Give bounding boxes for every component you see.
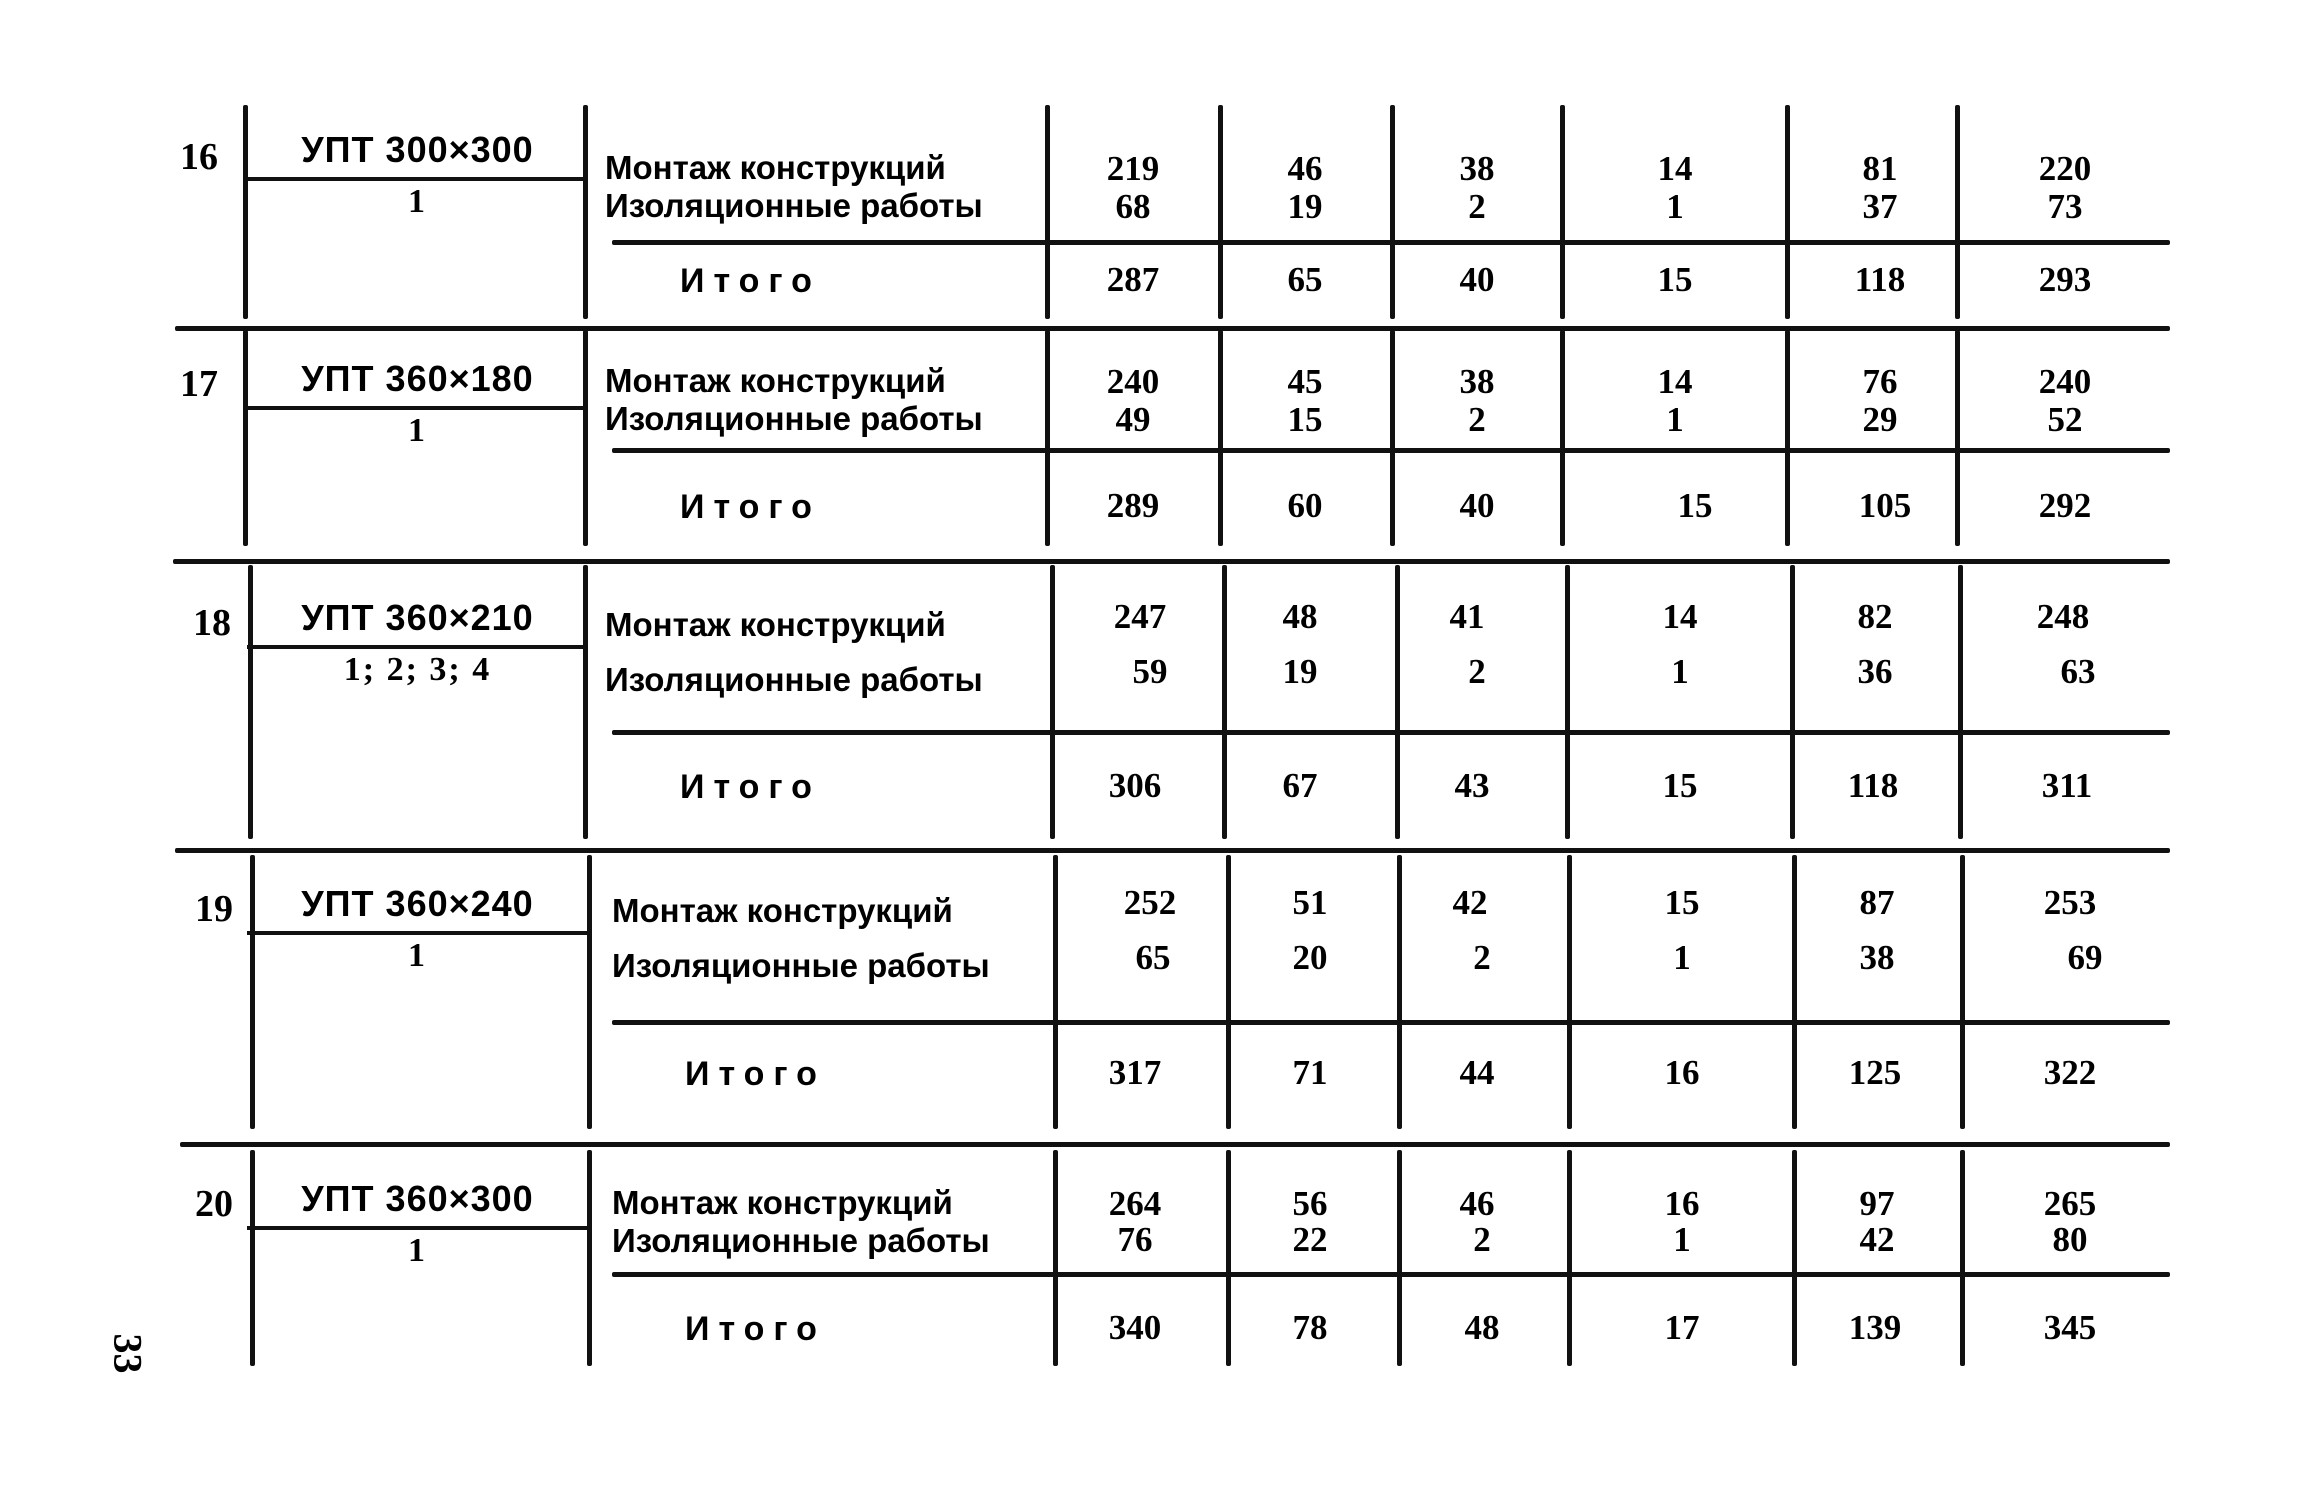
mount-cell: 81 (1862, 149, 1898, 188)
structure-variant: 1 (408, 1232, 427, 1269)
work-mount-label: Монтаж конструкций (605, 362, 946, 399)
row-number: 19 (195, 888, 233, 930)
insul-cell: 2 (1473, 1220, 1491, 1259)
work-insul-label: Изоляционные работы (605, 187, 983, 224)
work-types (612, 1184, 1052, 1260)
structure-name: УПТ 360×180 (301, 358, 534, 399)
total-cell: 15 (1662, 766, 1698, 805)
mount-cell: 240 (1106, 362, 1160, 401)
mount-cell: 87 (1859, 883, 1895, 922)
structure-name: УПТ 360×300 (301, 1178, 534, 1219)
work-types (605, 149, 1045, 225)
mount-cell: 15 (1664, 883, 1700, 922)
structure-variant: 1 (408, 412, 427, 449)
mount-cell: 265 (2043, 1184, 2097, 1223)
fraction-line (247, 931, 587, 935)
insul-cell: 22 (1292, 1220, 1328, 1259)
total-cell: 43 (1454, 766, 1490, 805)
work-mount-label: Монтаж конструкций (612, 892, 953, 929)
total-cell: 292 (2038, 486, 2092, 525)
mount-cell: 97 (1859, 1184, 1895, 1223)
insul-cell: 68 (1115, 187, 1151, 226)
mount-cell: 219 (1106, 149, 1160, 188)
total-cell: 67 (1282, 766, 1318, 805)
structure-code (255, 1178, 580, 1270)
insul-cell: 2 (1473, 938, 1491, 977)
mount-cell: 46 (1459, 1184, 1495, 1223)
insul-cell: 1 (1673, 1220, 1691, 1259)
insul-cell: 80 (2052, 1220, 2088, 1259)
insul-cell: 1 (1666, 400, 1684, 439)
work-mount-label: Монтаж конструкций (605, 606, 946, 643)
total-cell: 17 (1664, 1308, 1700, 1347)
insul-cell: 63 (2060, 652, 2096, 691)
column-divider (243, 105, 248, 319)
row-number: 18 (193, 602, 231, 644)
row-separator (175, 848, 2170, 853)
insul-cell: 1 (1666, 187, 1684, 226)
insul-cell: 29 (1862, 400, 1898, 439)
insul-cell: 69 (2067, 938, 2103, 977)
insul-cell: 20 (1292, 938, 1328, 977)
insul-cell: 1 (1673, 938, 1691, 977)
total-label: Итого (685, 1055, 826, 1093)
insul-cell: 36 (1857, 652, 1893, 691)
column-divider (583, 105, 588, 319)
total-cell: 40 (1459, 486, 1495, 525)
structure-variant: 1 (408, 183, 427, 220)
total-cell: 15 (1657, 260, 1693, 299)
insul-cell: 42 (1859, 1220, 1895, 1259)
total-cell: 293 (2038, 260, 2092, 299)
total-cell: 289 (1106, 486, 1160, 525)
total-cell: 71 (1292, 1053, 1328, 1092)
total-label: Итого (685, 1310, 826, 1348)
column-divider (1785, 105, 1790, 319)
work-insul-label: Изоляционные работы (612, 1222, 990, 1259)
insul-cell: 52 (2047, 400, 2083, 439)
total-cell: 311 (2041, 766, 2093, 805)
table-row (160, 855, 2170, 1135)
column-divider (1785, 330, 1790, 546)
structure-code (255, 358, 580, 450)
column-divider (583, 330, 588, 546)
structure-variant: 1; 2; 3; 4 (343, 651, 492, 688)
mount-cell: 220 (2038, 149, 2092, 188)
row-number: 16 (180, 136, 218, 178)
structure-name: УПТ 300×300 (301, 129, 534, 170)
total-cell: 287 (1106, 260, 1160, 299)
work-insul-label: Изоляционные работы (605, 661, 983, 698)
work-types (605, 597, 1045, 707)
total-label: Итого (680, 768, 821, 806)
mount-cell: 45 (1287, 362, 1323, 401)
total-cell: 16 (1664, 1053, 1700, 1092)
insul-cell: 37 (1862, 187, 1898, 226)
total-label: Итого (680, 262, 821, 300)
page-number: 33 (105, 1333, 151, 1374)
total-label: Итого (680, 488, 821, 526)
insul-cell: 73 (2047, 187, 2083, 226)
table-row (160, 1150, 2170, 1372)
structure-code (255, 883, 580, 975)
structure-code (255, 129, 580, 221)
insul-cell: 19 (1287, 187, 1323, 226)
total-separator (612, 1020, 2170, 1025)
mount-cell: 240 (2038, 362, 2092, 401)
total-cell: 48 (1464, 1308, 1500, 1347)
work-types (612, 883, 1052, 993)
total-separator (612, 1272, 2170, 1277)
row-separator (173, 559, 2170, 564)
total-cell: 65 (1287, 260, 1323, 299)
column-divider (243, 330, 248, 546)
fraction-line (247, 1226, 587, 1230)
fraction-line (247, 406, 587, 410)
work-insul-label: Изоляционные работы (612, 947, 990, 984)
column-divider (587, 1150, 592, 1366)
total-cell: 40 (1459, 260, 1495, 299)
total-cell: 306 (1108, 766, 1162, 805)
table-row (160, 330, 2170, 552)
column-divider (1567, 855, 1572, 1129)
mount-cell: 247 (1113, 597, 1167, 636)
mount-cell: 76 (1862, 362, 1898, 401)
total-cell: 78 (1292, 1308, 1328, 1347)
insul-cell: 2 (1468, 652, 1486, 691)
fraction-line (247, 645, 587, 649)
insul-cell: 15 (1287, 400, 1323, 439)
mount-cell: 38 (1459, 149, 1495, 188)
mount-cell: 82 (1857, 597, 1893, 636)
table-row (160, 105, 2170, 325)
mount-cell: 46 (1287, 149, 1323, 188)
mount-cell: 38 (1459, 362, 1495, 401)
insul-cell: 38 (1859, 938, 1895, 977)
mount-cell: 14 (1657, 149, 1693, 188)
work-mount-label: Монтаж конструкций (612, 1184, 953, 1221)
mount-cell: 14 (1662, 597, 1698, 636)
structure-code (255, 597, 580, 689)
mount-cell: 264 (1108, 1184, 1162, 1223)
insul-cell: 59 (1132, 652, 1168, 691)
mount-cell: 42 (1452, 883, 1488, 922)
insul-cell: 49 (1115, 400, 1151, 439)
mount-cell: 56 (1292, 1184, 1328, 1223)
mount-cell: 253 (2043, 883, 2097, 922)
structure-name: УПТ 360×210 (301, 597, 534, 638)
total-cell: 322 (2043, 1053, 2097, 1092)
work-types (605, 362, 1045, 438)
table-row (160, 565, 2170, 845)
total-cell: 118 (1854, 260, 1906, 299)
insul-cell: 2 (1468, 187, 1486, 226)
insul-cell: 1 (1671, 652, 1689, 691)
work-insul-label: Изоляционные работы (605, 400, 983, 437)
total-cell: 15 (1677, 486, 1713, 525)
mount-cell: 41 (1449, 597, 1485, 636)
column-divider (587, 855, 592, 1129)
row-separator (180, 1142, 2170, 1147)
column-divider (248, 565, 253, 839)
column-divider (1567, 1150, 1572, 1366)
mount-cell: 248 (2036, 597, 2090, 636)
row-number: 20 (195, 1183, 233, 1225)
fraction-line (247, 177, 587, 181)
insul-cell: 19 (1282, 652, 1318, 691)
total-cell: 340 (1108, 1308, 1162, 1347)
total-separator (612, 730, 2170, 735)
structure-variant: 1 (408, 937, 427, 974)
insul-cell: 76 (1117, 1220, 1153, 1259)
total-cell: 317 (1108, 1053, 1162, 1092)
total-cell: 60 (1287, 486, 1323, 525)
total-cell: 345 (2043, 1308, 2097, 1347)
insul-cell: 2 (1468, 400, 1486, 439)
work-mount-label: Монтаж конструкций (605, 149, 946, 186)
mount-cell: 48 (1282, 597, 1318, 636)
mount-cell: 14 (1657, 362, 1693, 401)
row-number: 17 (180, 363, 218, 405)
structure-name: УПТ 360×240 (301, 883, 534, 924)
total-cell: 105 (1858, 486, 1912, 525)
mount-cell: 252 (1123, 883, 1177, 922)
total-cell: 139 (1848, 1308, 1902, 1347)
column-divider (1565, 565, 1570, 839)
total-cell: 118 (1847, 766, 1899, 805)
mount-cell: 51 (1292, 883, 1328, 922)
insul-cell: 65 (1135, 938, 1171, 977)
mount-cell: 16 (1664, 1184, 1700, 1223)
total-cell: 44 (1459, 1053, 1495, 1092)
column-divider (583, 565, 588, 839)
total-cell: 125 (1848, 1053, 1902, 1092)
